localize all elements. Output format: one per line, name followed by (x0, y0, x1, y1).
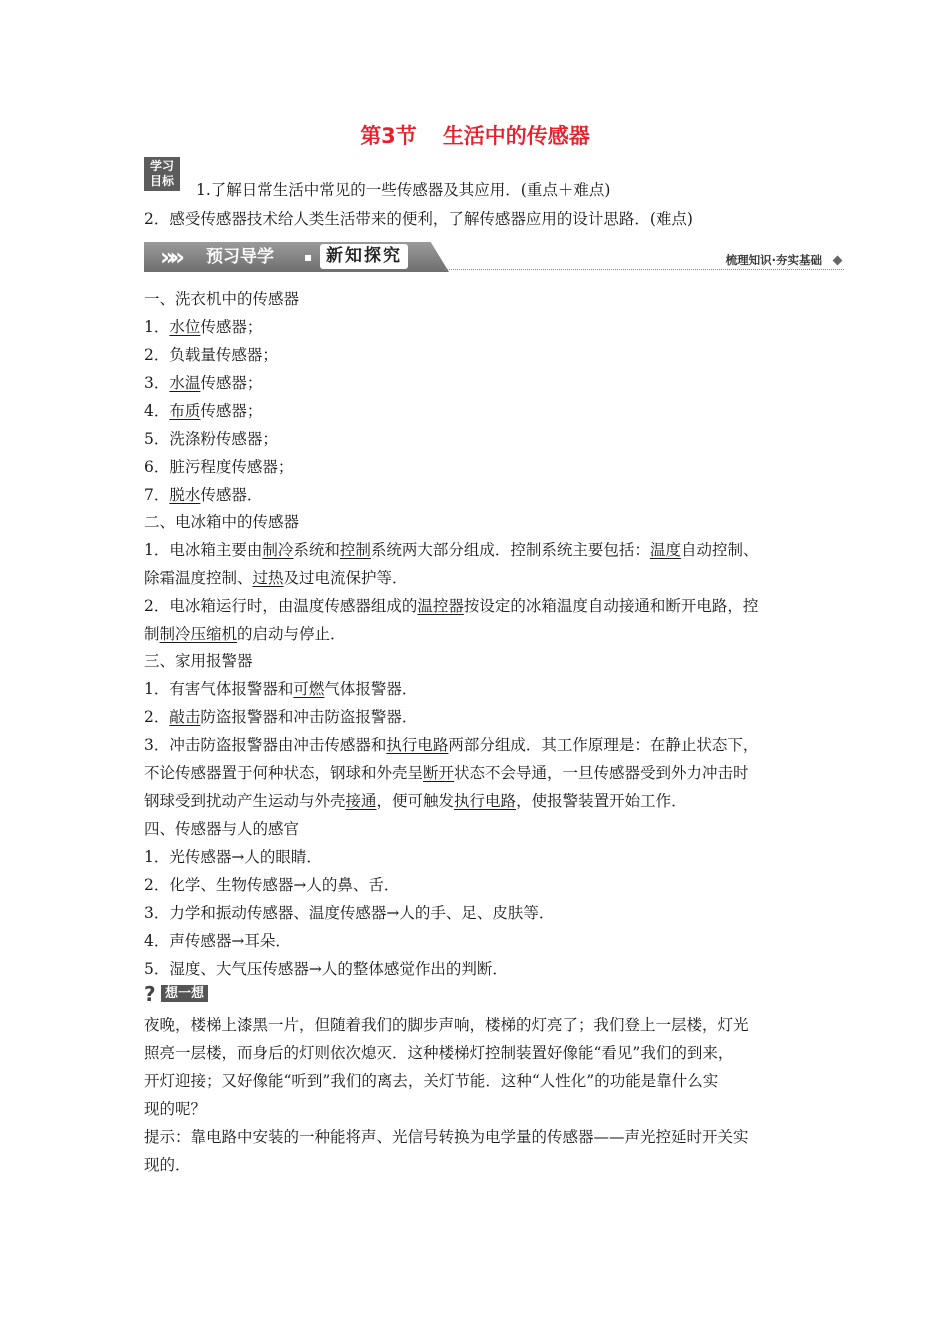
paragraph-line: 2．敲击防盗报警器和冲击防盗报警器． (144, 708, 418, 726)
section-title: 生活中的传感器 (442, 124, 590, 148)
diamond-icon (833, 256, 843, 266)
question-line: 现的呢？ (144, 1100, 207, 1118)
list-item: 3．力学和振动传感器、温度传感器→人的手、足、皮肤等． (144, 904, 555, 922)
list-item: 4．声传感器→耳朵． (144, 932, 291, 950)
banner-highlight: 新知探究 (320, 244, 408, 269)
page-title (0, 120, 950, 150)
answer-line: 提示：靠电路中安装的一种能将声、光信号转换为电学量的传感器——声光控延时开关实 (144, 1128, 749, 1146)
question-line: 照亮一层楼，而身后的灯则依次熄灭．这种楼梯灯控制装置好像能“看见”我们的到来， (144, 1044, 734, 1062)
question-line: 夜晚，楼梯上漆黑一片，但随着我们的脚步声响，楼梯的灯亮了；我们登上一层楼，灯光 (144, 1016, 749, 1034)
list-item: 4．布质传感器； (144, 402, 263, 420)
list-item: 2．化学、生物传感器→人的鼻、舌． (144, 876, 400, 894)
paragraph-line: 除霜温度控制、过热及过电流保护等． (144, 569, 408, 587)
banner-subtitle: 梳理知识·夯实基础 (725, 253, 822, 267)
list-item: 2．负载量传感器； (144, 346, 278, 364)
objective-1: 1.了解日常生活中常见的一些传感器及其应用．(重点＋难点) (196, 181, 611, 199)
section-heading: 一、洗衣机中的传感器 (144, 290, 300, 308)
paragraph-line: 3．冲击防盗报警器由冲击传感器和执行电路两部分组成．其工作原理是：在静止状态下， (144, 736, 759, 754)
paragraph-line: 不论传感器置于何种状态，钢球和外壳呈断开状态不会导通，一旦传感器受到外力冲击时 (144, 764, 749, 782)
list-item: 5．洗涤粉传感器； (144, 430, 278, 448)
banner-title: 预习导学 (206, 247, 274, 267)
bullet-icon: ▪ (304, 250, 313, 264)
paragraph-line: 制制冷压缩机的启动与停止． (144, 625, 346, 643)
section-heading: 二、电冰箱中的传感器 (144, 513, 300, 531)
paragraph-line: 钢球受到扰动产生运动与外壳接通，便可触发执行电路，使报警装置开始工作． (144, 792, 687, 810)
objective-2: 2．感受传感器技术给人类生活带来的便利，了解传感器应用的设计思路．(难点) (144, 210, 693, 228)
paragraph-line: 1．有害气体报警器和可燃气体报警器． (144, 680, 418, 698)
learning-goals-badge: 学习 目标 (144, 157, 180, 191)
section-number: 第3节 (360, 124, 417, 148)
paragraph-line: 2．电冰箱运行时，由温度传感器组成的温控器按设定的冰箱温度自动接通和断开电路，控 (144, 597, 759, 615)
section-heading: 三、家用报警器 (144, 652, 253, 670)
list-item: 3．水温传感器； (144, 374, 263, 392)
question-icon: ? (144, 982, 156, 1006)
think-label-text: 想一想 (161, 985, 208, 1002)
answer-line: 现的． (144, 1156, 191, 1174)
list-item: 7．脱水传感器． (144, 486, 263, 504)
banner-divider (444, 269, 844, 270)
paragraph-line: 1．电冰箱主要由制冷系统和控制系统两大部分组成．控制系统主要包括：温度自动控制、 (144, 541, 759, 559)
list-item: 1．水位传感器； (144, 318, 263, 336)
question-line: 开灯迎接；又好像能“听到”我们的离去，关灯节能．这种“人性化”的功能是靠什么实 (144, 1072, 719, 1090)
list-item: 5．湿度、大气压传感器→人的整体感觉作出的判断． (144, 960, 508, 978)
chevron-right-icon: »» (160, 243, 180, 271)
section-banner (144, 240, 844, 276)
list-item: 1．光传感器→人的眼睛． (144, 848, 322, 866)
section-heading: 四、传感器与人的感官 (144, 820, 300, 838)
list-item: 6．脏污程度传感器； (144, 458, 294, 476)
